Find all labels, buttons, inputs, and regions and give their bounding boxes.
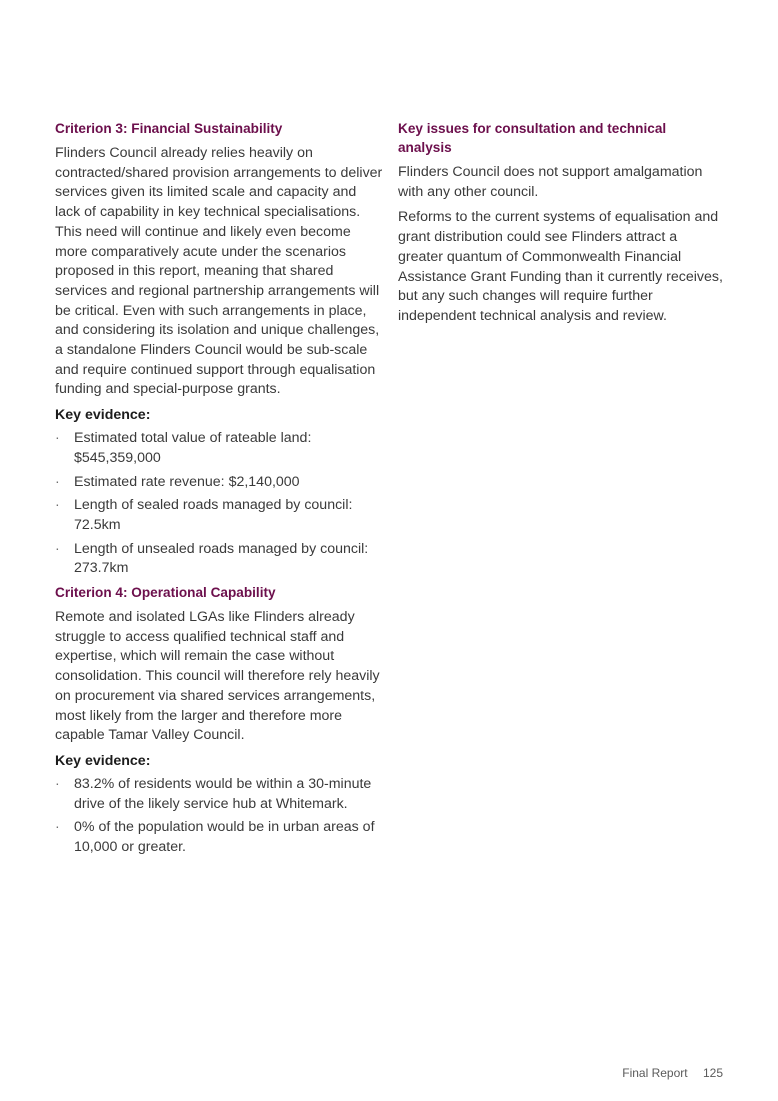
page-footer [622, 1065, 723, 1081]
list-item-text: 0% of the population would be in urban areas of 10,000 or greater. [74, 819, 375, 856]
list-item [55, 473, 385, 493]
list-item-text: Estimated rate revenue: $2,140,000 [74, 473, 300, 490]
criterion-3-evidence-list [55, 429, 385, 579]
bullet-icon: · [55, 430, 60, 447]
key-issues-paragraph-2: Reforms to the current systems of equalisation and grant distribution could see Flinders attract a greater quantum of Commonwealth Financial Assistance Grant Funding than it currently receives, but any such changes will require further independent technical analysis and review. [398, 209, 723, 324]
right-column [398, 119, 723, 333]
list-item-text: Length of sealed roads managed by council: 72.5km [74, 497, 353, 533]
criterion-3-section [55, 119, 385, 579]
bullet-icon: · [55, 819, 60, 836]
key-issues-heading: Key issues for consultation and technical analysis [398, 121, 667, 155]
list-item [55, 496, 385, 535]
criterion-3-paragraph: Flinders Council already relies heavily on contracted/shared provision arrangements to deliver services given its limited scale and capacity and lack of capability in key technical specialisations. This need will continue and likely even become more comparatively acute under the scenarios proposed in this report, meaning that shared services and regional partnership arrangements will be critical. Even with such arrangements in place, and considering its isolation and unique challenges, a standalone Flinders Council would be sub-scale and require continued support through equalisation funding and special-purpose grants. [55, 145, 383, 398]
criterion-4-evidence-heading: Key evidence: [55, 752, 151, 769]
bullet-icon: · [55, 473, 60, 490]
bullet-icon: · [55, 540, 60, 557]
bullet-icon: · [55, 775, 60, 792]
criterion-4-evidence-list [55, 775, 385, 858]
list-item [55, 775, 385, 814]
criterion-3-heading: Criterion 3: Financial Sustainability [55, 121, 283, 136]
criterion-3-evidence-heading: Key evidence: [55, 407, 151, 424]
criterion-4-section [55, 583, 385, 858]
page-number: 125 [702, 1066, 723, 1080]
list-item [55, 540, 385, 579]
list-item-text: Estimated total value of rateable land: $545,359,000 [74, 430, 312, 466]
footer-label: Final Report [622, 1066, 688, 1080]
list-item-text: Length of unsealed roads managed by council: 273.7km [74, 540, 369, 577]
list-item [55, 818, 385, 857]
criterion-4-paragraph: Remote and isolated LGAs like Flinders already struggle to access qualified technical staff and expertise, which will remain the case without consolidation. This council will therefore rely heavily on procurement via shared services arrangements, most likely from the larger and therefore more capable Tamar Valley Council. [55, 609, 380, 744]
bullet-icon: · [55, 497, 60, 514]
left-column [55, 119, 385, 862]
criterion-4-heading: Criterion 4: Operational Capability [55, 585, 276, 601]
list-item [55, 429, 385, 468]
list-item-text: 83.2% of residents would be within a 30-minute drive of the likely service hub at Whitemark. [74, 775, 372, 812]
key-issues-paragraph-1: Flinders Council does not support amalgamation with any other council. [398, 164, 703, 200]
